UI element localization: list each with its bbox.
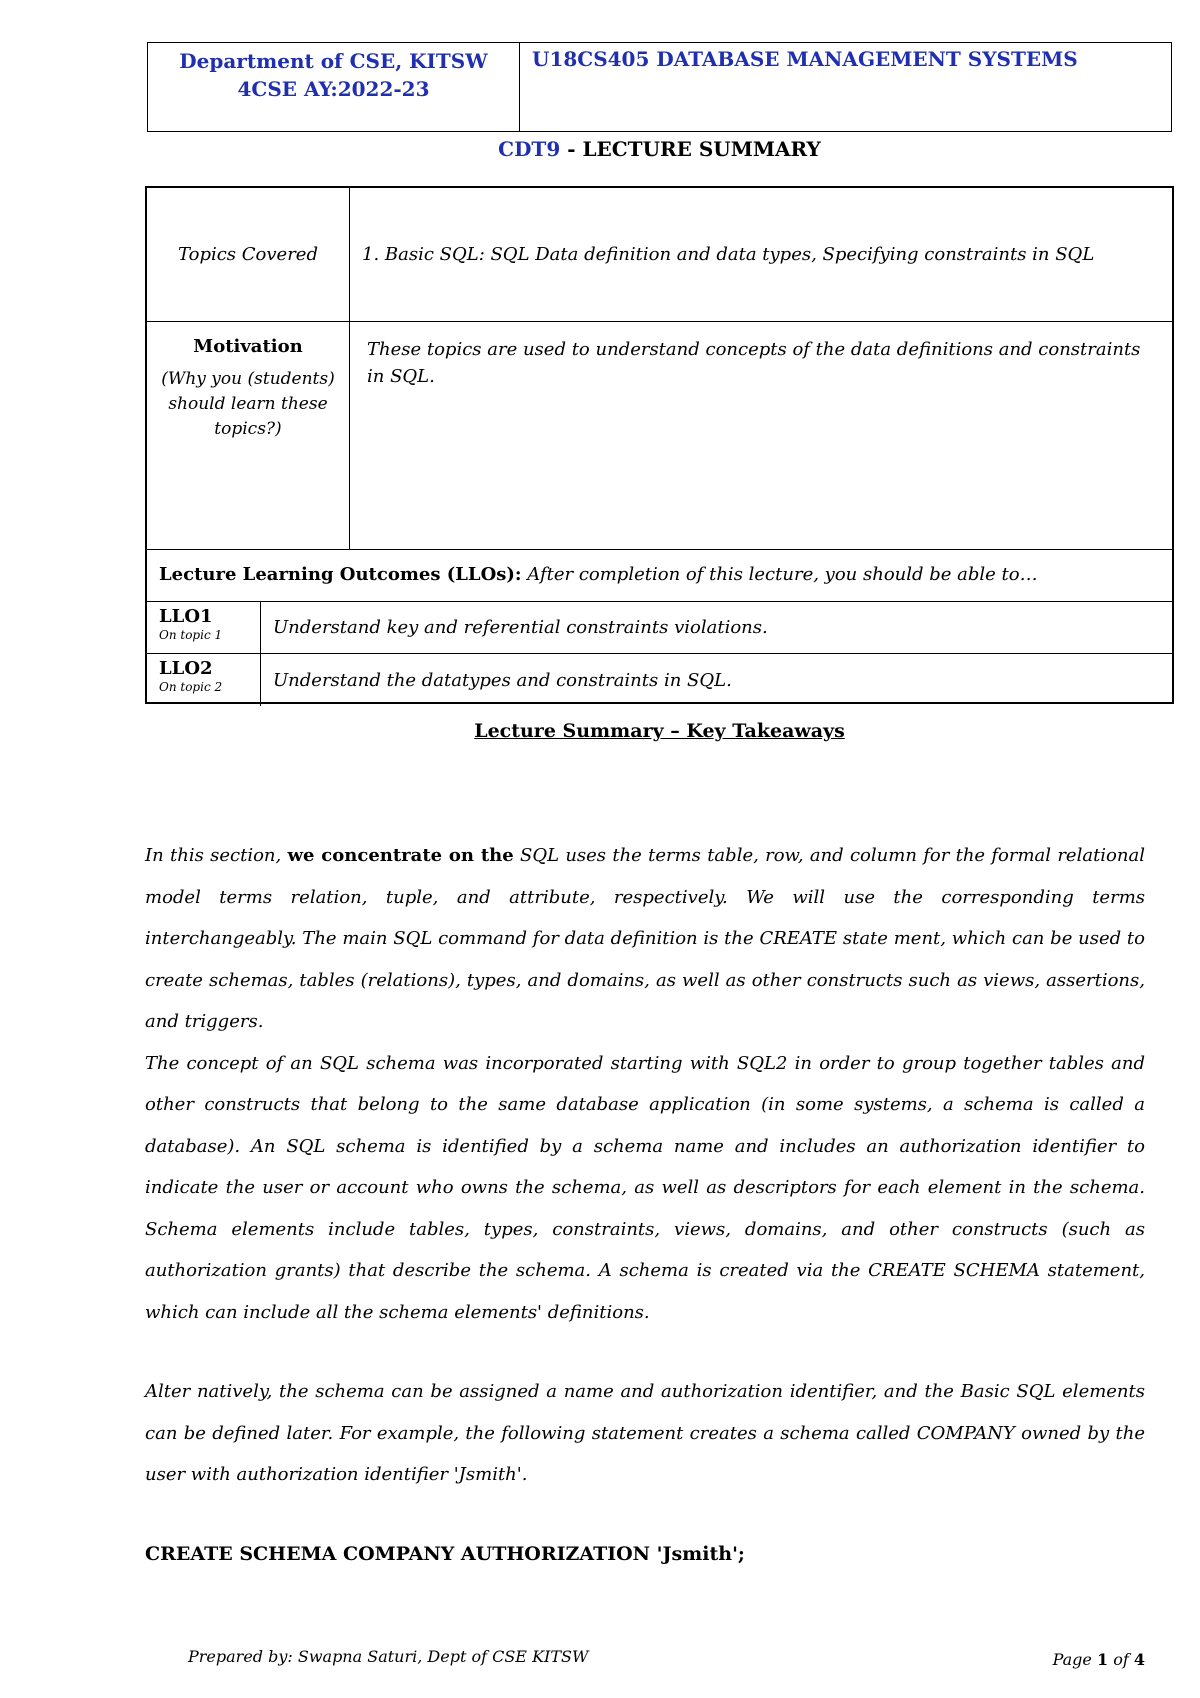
llo-row bbox=[147, 654, 1172, 706]
department-name: Department of CSE, KITSW bbox=[179, 49, 488, 73]
header-box bbox=[147, 42, 1172, 132]
page-of: of bbox=[1108, 1650, 1134, 1669]
llo-heading bbox=[147, 550, 1172, 602]
paragraph-2: The concept of an SQL schema was incorporated starting with SQL2 in order to group together tables and other constructs that belong to the same database application (in some systems, a schema is called a database). An SQL schema is identified by a schema name and includes an authorization identifier to indicate the user or account who owns the schema, as well as descriptors for each element in the schema. Schema elements include tables, types, constraints, views, domains, and other constructs (such as authorization grants) that describe the schema. A schema is created via the CREATE SCHEMA statement, which can include all the schema elements' definitions. bbox=[145, 1052, 1145, 1323]
llo-text: Understand the datatypes and constraints in SQL. bbox=[273, 669, 732, 691]
paragraph-1-start: In this section, bbox=[145, 845, 288, 866]
paragraph-1-rest: SQL uses the terms table, row, and column for the formal relational model terms relation, tuple, and attribute, respectively. We will use the corresponding terms interchangeably. The main SQL command for data definition is the CREATE state ment, which can be used to create schemas, tables (relations), types, and domains, as well as other constructs such as views, assertions, and triggers. bbox=[145, 845, 1145, 1032]
llo-heading-text: After completion of this lecture, you should be able to… bbox=[521, 564, 1038, 585]
motivation-label-cell bbox=[147, 322, 350, 549]
summary-table bbox=[145, 186, 1174, 704]
course-title: U18CS405 DATABASE MANAGEMENT SYSTEMS bbox=[532, 47, 1078, 71]
topics-value: 1. Basic SQL: SQL Data definition and data types, Specifying constraints in SQL bbox=[362, 244, 1095, 265]
document-code: CDT9 bbox=[498, 137, 561, 161]
page-total: 4 bbox=[1133, 1650, 1145, 1669]
motivation-row bbox=[147, 322, 1172, 550]
llo-id-cell bbox=[147, 602, 261, 653]
llo-id: LLO2 bbox=[159, 658, 213, 679]
llo-row bbox=[147, 602, 1172, 654]
summary-heading: Lecture Summary – Key Takeaways bbox=[474, 720, 845, 742]
academic-year: 4CSE AY:2022-23 bbox=[237, 77, 430, 101]
sql-statement: CREATE SCHEMA COMPANY AUTHORIZATION 'Jsmith'; bbox=[145, 1543, 745, 1565]
paragraph-1 bbox=[145, 835, 1145, 1043]
llo-id: LLO1 bbox=[159, 606, 213, 627]
document-title-text: - LECTURE SUMMARY bbox=[560, 137, 821, 161]
llo-id-cell bbox=[147, 654, 261, 706]
llo-heading-label: Lecture Learning Outcomes (LLOs): bbox=[159, 564, 522, 585]
paragraph-1-bold: we concentrate on the bbox=[287, 845, 514, 866]
llo-topic: On topic 1 bbox=[159, 628, 223, 642]
page-prefix: Page bbox=[1052, 1650, 1097, 1669]
llo-text: Understand key and referential constraints violations. bbox=[273, 617, 768, 638]
department-cell bbox=[148, 43, 520, 131]
document-title bbox=[147, 137, 1172, 161]
page-current: 1 bbox=[1096, 1650, 1109, 1669]
summary-paragraphs bbox=[145, 835, 1145, 1333]
motivation-label: Motivation bbox=[193, 336, 303, 357]
page-number bbox=[1053, 1650, 1145, 1669]
topics-label: Topics Covered bbox=[147, 188, 350, 321]
footer-prepared-by: Prepared by: Swapna Saturi, Dept of CSE KITSW bbox=[188, 1647, 589, 1666]
paragraph-3: Alter natively, the schema can be assigned a name and authorization identifier, and the Basic SQL elements can be defined later. For example, the following statement creates a schema called COMPANY owned by the user with authorization identifier 'Jsmith'. bbox=[145, 1381, 1145, 1485]
llo-topic: On topic 2 bbox=[159, 680, 223, 694]
motivation-value: These topics are used to understand concepts of the data definitions and constraints in SQL. bbox=[367, 339, 1141, 387]
motivation-sublabel: (Why you (students) should learn these topics?) bbox=[161, 369, 335, 439]
topics-row bbox=[147, 188, 1172, 322]
